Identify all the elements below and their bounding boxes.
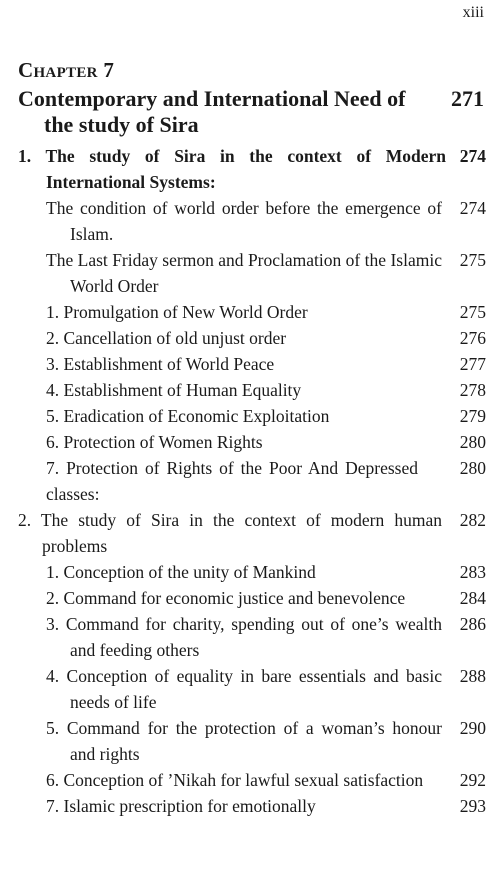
toc-entry-text: 1. The study of Sira in the context of Modern International Systems: <box>18 146 446 192</box>
toc-entry[interactable] <box>46 429 500 455</box>
toc-entry-text: 2. Command for economic justice and benevolence <box>46 588 406 608</box>
chapter-title-line2: the study of Sira <box>44 112 199 137</box>
toc-entry[interactable] <box>46 663 500 715</box>
toc-entry[interactable] <box>46 377 500 403</box>
toc-entry-text: 3. Command for charity, spending out of one’s wealth and feeding others <box>46 614 442 660</box>
toc-entry-text: 7. Islamic prescription for emotionally <box>46 796 316 816</box>
chapter-title <box>18 86 428 138</box>
toc-entry[interactable] <box>46 585 500 611</box>
toc-entry-section-1[interactable] <box>18 143 500 195</box>
toc-entry-page: 275 <box>459 302 486 322</box>
toc-entry[interactable] <box>46 247 500 299</box>
toc-entry-page: 288 <box>459 666 486 686</box>
toc-entry-text: 2. Cancellation of old unjust order <box>46 328 287 348</box>
toc-entry-text: 3. Establishment of World Peace <box>46 354 275 374</box>
toc-entry-text: 5. Command for the protection of a woman’s honour and rights <box>46 718 442 764</box>
chapter-label: Chapter 7 <box>18 58 115 82</box>
toc-entry-text: 5. Eradication of Economic Exploitation <box>46 406 330 426</box>
toc-entry[interactable] <box>46 195 500 247</box>
page-number: xiii <box>462 4 484 21</box>
toc-entry-page: 290 <box>459 718 486 738</box>
toc-entry-page: 277 <box>459 354 486 374</box>
toc-entry-page: 280 <box>459 458 486 478</box>
toc-entry[interactable] <box>46 325 500 351</box>
toc-entry-page: 278 <box>459 380 486 400</box>
toc-entry[interactable] <box>46 715 500 767</box>
toc-entry[interactable] <box>46 559 500 585</box>
toc-entry-text: 4. Establishment of Human Equality <box>46 380 302 400</box>
toc-entry-page: 293 <box>459 796 486 816</box>
toc-entry[interactable] <box>46 767 500 793</box>
toc-entry-text: 6. Conception of ’Nikah for lawful sexual satisfaction <box>46 770 424 790</box>
toc-entry-text: 1. Conception of the unity of Mankind <box>46 562 316 582</box>
toc-entry[interactable] <box>46 299 500 325</box>
chapter-page-number: 271 <box>451 86 484 111</box>
toc-entry-page: 276 <box>459 328 486 348</box>
toc-entry-page: 284 <box>459 588 486 608</box>
toc-entry-page: 279 <box>459 406 486 426</box>
toc-entry-text: 7. Protection of Rights of the Poor And Depressed classes: <box>46 458 418 504</box>
toc-entry-text: The Last Friday sermon and Proclamation of the Islamic World Order <box>46 250 442 296</box>
toc-list <box>0 143 500 819</box>
toc-entry-section-2[interactable] <box>18 507 500 559</box>
toc-entry-page: 274 <box>459 146 486 166</box>
toc-entry-text: 1. Promulgation of New World Order <box>46 302 308 322</box>
toc-entry-page: 275 <box>459 250 486 270</box>
toc-entry-page: 280 <box>459 432 486 452</box>
chapter-title-line1: Contemporary and International Need of <box>18 86 406 111</box>
toc-entry[interactable] <box>46 351 500 377</box>
toc-entry-page: 283 <box>459 562 486 582</box>
toc-entry-text: 2. The study of Sira in the context of modern human problems <box>18 510 442 556</box>
toc-entry-page: 286 <box>459 614 486 634</box>
toc-entry[interactable] <box>46 403 500 429</box>
toc-entry-page: 292 <box>459 770 486 790</box>
toc-entry-page: 282 <box>459 510 486 530</box>
toc-entry-text: 4. Conception of equality in bare essentials and basic needs of life <box>46 666 442 712</box>
toc-entry-page: 274 <box>459 198 486 218</box>
toc-entry[interactable] <box>46 455 500 507</box>
toc-entry-text: 6. Protection of Women Rights <box>46 432 263 452</box>
toc-entry[interactable] <box>46 611 500 663</box>
toc-entry[interactable] <box>46 793 500 819</box>
toc-entry-text: The condition of world order before the emergence of Islam. <box>46 198 442 244</box>
